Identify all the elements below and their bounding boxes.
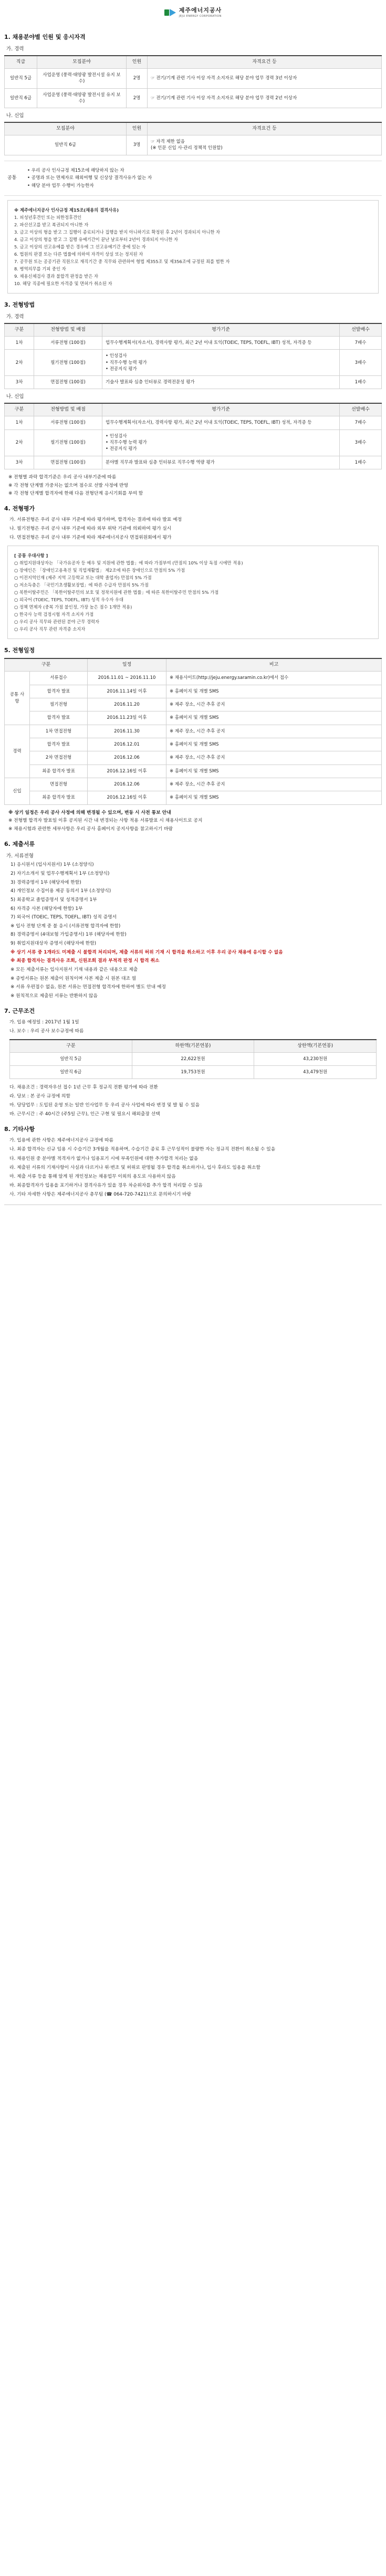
requirement-line: ☞ 자격 제한 없음 [151,139,185,144]
other-item: 라. 제출된 서류의 기재사항이 사실과 다르거나 위·변조 및 허위로 판명될 경우 합격을 취소하거나, 입사 후라도 임용을 취소함 [9,1165,261,1170]
new-positions-table [4,122,382,155]
step-cell: 2차 면접전형 [30,751,88,765]
condition-item: 다. 채용조건 : 경력자우선 접수 1년 근무 후 정규직 전환 평가에 따라 전환 [9,1085,158,1091]
criteria-cell: 업무수행계획서(자소서), 경력사항 평가, 최근 2년 이내 토익(TOEIC, TEPS, TOEFL, IBT) 성적, 자격증 등 [102,416,340,430]
method-cell: 필기전형 (100점) [34,350,102,376]
new-method-table [4,403,382,469]
schedule-note: ※ 상기 일정은 우리 공사 사정에 의해 변경될 수 있으며, 변동 시 사전 통보 안내 [8,810,171,815]
document-note: ※ 원칙적으로 제출된 서류는 반환하지 않음 [11,993,98,999]
bonus-item: ○ 우리 공사 직무 관련 자격증 소지자 [14,626,86,632]
evaluation-paragraph: 나. 필기전형은 우리 공사 내부 기준에 따라 외부 위탁 기관에 의뢰하여 평가 실시 [9,526,172,532]
note-cell: ※ 홈페이지 및 개별 SMS [166,738,382,751]
criteria-cell: • 인성검사 • 직무수행 능력 평가 • 전공지식 평가 [102,430,340,456]
criteria-cell: 업무수행계획서(자소서), 경력사항 평가, 최근 2년 이내 토익(TOEIC, TEPS, TOEFL, IBT) 성적, 자격증 등 [102,336,340,349]
field-cell: 사업운영 (풍력·태양광 발전시설 유지 보수) [37,88,127,108]
table-row [5,376,382,389]
low-pay-cell: 22,622천원 [132,1052,254,1065]
group-label: 신입 [5,778,30,804]
column-header: 선발배수 [340,323,382,337]
column-header: 구분 [5,323,34,337]
note-line: 1. 피성년후견인 또는 피한정후견인 [14,215,82,220]
evaluation-paragraph: 가. 서류전형은 우리 공사 내부 기준에 따라 평가하며, 합격자는 결과에 따라 발표 예정 [9,517,182,523]
condition-item: 나. 보수 : 우리 공사 보수규정에 따름 [9,1029,84,1034]
common-item: • 우리 공사 인사규정 제15조에 해당하지 않는 자 [27,167,124,173]
grade-cell: 일반직 5급 [10,1052,132,1065]
table-row [5,350,382,376]
section-title: 7. 근무조건 [4,1008,35,1015]
method-note: ※ 각 전형 단계별 가중치는 없으며 점수로 선발 사정에 반영 [8,483,128,488]
section-documents [0,840,386,1000]
column-header: 하한액(기본연봉) [132,1040,254,1053]
schedule-note: ※ 전형별 합격자 발표일 이후 공지된 시간 내 변경되는 사항 적용 서류발표 시 채용사이트로 공지 [8,818,203,824]
step-cell: 1차 면접전형 [30,725,88,738]
criteria-cell: 분야별 직무과 발표와 심층 인터뷰로 직무수행 역량 평가 [102,456,340,469]
note-cell: ※ 홈페이지 및 개별 SMS [166,765,382,778]
table-row [5,738,382,751]
section-schedule [0,646,386,832]
note-line: 4. 금고 이상의 형을 받고 그 집행 유예기간이 끝난 날로부터 2년이 경과되지 아니한 자 [14,237,178,243]
column-header: 인원 [127,56,148,69]
bonus-item: ○ 장애인은 「장애인고용촉진 및 직업재활법」 제2조에 따른 장애인으로 만점의 5% 가점 [14,568,185,573]
note-cell: ※ 제주 장소, 시간 추후 공지 [166,725,382,738]
column-header: 구분 [5,658,88,672]
column-header: 전형방법 및 배점 [34,323,102,337]
career-method-table [4,323,382,390]
stage-cell: 3차 [5,456,34,469]
date-cell: 2016.12.16일 이후 [88,765,166,778]
column-header: 구분 [5,403,34,416]
stage-cell: 1차 [5,336,34,349]
table-row [5,430,382,456]
document-item: ※ 입사 전형 단계 중 불 응시 (서류전형 합격자에 한함) [11,923,121,929]
ratio-cell: 3배수 [340,430,382,456]
other-item: 마. 제출 서류 등을 통해 알게 된 개인정보는 채용업무 이외의 용도로 사용하지 않음 [9,1174,176,1179]
document-item: 2) 자기소개서 및 업무수행계획서 1부 (소정양식) [11,871,110,877]
recruitment-notice [0,0,386,1218]
other-item: 사. 기타 자세한 사항은 제주에너지공사 총무팀 (☎ 064-720-7421)으로 문의하시기 바람 [9,1191,192,1197]
logo [164,6,222,18]
sub-title-documents: 가. 서류전형 [6,853,34,859]
table-row [5,336,382,349]
bonus-box [7,546,379,639]
requirement-cell: ☞ 전기/기계 관련 기사 이상 자격 소지자로 해당 분야 업무 경력 2년 이상자 [148,88,382,108]
section-positions [0,33,386,294]
note-line: 7. 공무원 또는 공공기관 직원으로 재직기간 중 직무와 관련하여 형법 제355조 및 제356조에 규정된 죄를 범한 자 [14,259,230,265]
evaluation-paragraph: 다. 면접전형은 우리 공사 내부 기준에 따라 제주에너지공사 면접위원회에서 평가 [9,535,172,541]
document-item: 5) 최종학교 졸업증명서 및 성적증명서 1부 [11,897,97,903]
sub-title-career: 가. 경력 [6,314,24,320]
group-label: 공통 사항 [5,672,30,725]
condition-item: 가. 입용 예정일 : 2017년 1월 1일 [9,1020,79,1025]
date-cell: 2016.11.20 [88,698,166,711]
note-cell: ※ 홈페이지 및 개별 SMS [166,791,382,804]
field-cell: 사업운영 (풍력·태양광 발전시설 유지 보수) [37,68,127,88]
schedule-table [4,658,382,804]
bonus-item: ○ 북한이탈주민은 「북한이탈주민의 보호 및 정착지원에 관한 법률」에 따른 북한이탈주민 만점의 5% 가점 [14,590,219,595]
ratio-cell: 1배수 [340,456,382,469]
note-line: ※ 제주에너지공사 인사규정 제15조(채용의 결격사유) [14,207,119,213]
method-cell: 서류전형 (100점) [34,416,102,430]
column-header: 평가기준 [102,403,340,416]
note-cell: ※ 채용사이트(http://jeju.energy.saramin.co.kr)에서 접수 [166,672,382,685]
method-note: ※ 각 전형 단계별 합격자에 한해 다음 전형단계 응시기회를 부여 함 [8,491,143,497]
step-cell: 필기전형 [30,698,88,711]
column-header: 자격요건 등 [148,122,382,135]
table-row [5,685,382,698]
condition-item: 바. 근무시간 : 주 40시간 (주5일 근무), 인근 구현 및 필요시 해외출장 선택 [9,1112,160,1117]
schedule-note: ※ 채용시험과 관련한 세부사항은 우리 공사 홈페이지 공지사항을 참고하시기 바람 [8,826,173,832]
document-note: ※ 서류 우편접수 없음, 원본 서류는 면접전형 합격자에 한하여 별도 안내 예정 [11,985,166,990]
note-line: 8. 병역의무를 기피 중인 자 [14,266,66,272]
section-title: 8. 기타사항 [4,1126,35,1133]
document-item: 3) 경력증명서 1부 (해당자에 한함) [11,879,81,885]
high-pay-cell: 43,479천원 [254,1065,377,1078]
logo-text-en: JEJU ENERGY CORPORATION [179,14,222,18]
method-cell: 서류전형 (100점) [34,336,102,349]
document-item: 7) 외국어 (TOEIC, TEPS, TOEFL, IBT) 성적 증명서 [11,915,117,920]
note-cell: ※ 제주 장소, 시간 추후 공지 [166,778,382,791]
group-label: 경력 [5,725,30,778]
career-positions-table [4,55,382,108]
date-cell: 2016.12.06 [88,778,166,791]
ratio-cell: 7배수 [340,336,382,349]
column-header: 구분 [10,1040,132,1053]
other-item: 다. 채용인원 중 분야별 적격자가 없거나 임용포기 시에 부족인원에 대한 추가합격 처리는 없음 [9,1156,199,1161]
document-item: 4) 개인정보 수집이용 제공 동의서 1부 (소정양식) [11,888,111,894]
bonus-item: ○ 우리 공사 직무와 관련된 분야 근무 경력자 [14,619,99,625]
section-title: 5. 전형일정 [4,647,35,654]
count-cell: 2명 [127,68,148,88]
method-cell: 면접전형 (100점) [34,376,102,389]
document-item: 6) 자격증 사본 (해당자에 한함) 1부 [11,906,83,912]
bonus-item: ○ 이전지역인재 (제주 지역 고등학교 또는 대학 졸업자) 만점의 5% 가점 [14,575,152,581]
column-header: 인원 [127,122,148,135]
step-cell: 합격자 발표 [30,738,88,751]
note-line: 5. 금고 이상의 선고유예를 받은 경우에 그 선고유예기간 중에 있는 자 [14,244,146,250]
bonus-item: ○ 한국사 능력 검정시험 자격 소지자 가점 [14,612,94,617]
requirement-cell: ☞ 전기/기계 관련 기사 이상 자격 소지자로 해당 분야 업무 경력 3년 이상자 [148,68,382,88]
column-header: 상한액(기본연봉) [254,1040,377,1053]
bonus-item: ○ 정책 면제자 (중복 가점 불인정, 가장 높은 점수 1개만 적용) [14,604,132,610]
date-cell: 2016.11.23일 이후 [88,711,166,725]
step-cell: 최종 합격자 발표 [30,765,88,778]
sub-title-career: 가. 경력 [6,46,24,53]
date-cell: 2016.12.06 [88,751,166,765]
column-header: 모집분야 [37,56,127,69]
column-header: 평가기준 [102,323,340,337]
criteria-cell: • 인성검사 • 직무수행 능력 평가 • 전공지식 평가 [102,350,340,376]
section-title: 4. 전형평가 [4,505,35,512]
step-cell: 최종 합격자 발표 [30,791,88,804]
section-conditions [0,1007,386,1118]
step-cell: 합격자 발표 [30,711,88,725]
table-row [10,1052,377,1065]
column-header: 비고 [166,658,382,672]
date-cell: 2016.11.01 ~ 2016.11.10 [88,672,166,685]
requirement-line: (※ 인문 신입 사·관리 정책적 인원할) [151,145,223,151]
common-requirements [4,161,382,196]
common-item: • 공명과 또는 면제자로 해외여행 및 신상상 결격사유가 없는 자 [27,175,152,181]
count-cell: 2명 [127,88,148,108]
table-row [5,711,382,725]
table-row [5,725,382,738]
table-row [5,778,382,791]
column-header: 일정 [88,658,166,672]
document-note: ※ 모든 제출서류는 입사지원서 기재 내용과 같은 내용으로 제출 [11,967,138,972]
table-row [5,791,382,804]
table-row [5,68,382,88]
column-header: 직급 [5,56,37,69]
date-cell: 2016.12.16일 이후 [88,791,166,804]
other-item: 나. 최종 합격자는 신규 임용 시 수습기간 3개월을 적용하며, 수습기간 종료 후 근무성적이 불량한 자는 정규직 전환이 취소될 수 있음 [9,1147,276,1153]
bonus-title: [ 공통 우대사항 ] [14,553,48,559]
warning-note: ※ 상기 서류 중 1개라도 미제출 시 불합격 처리되며, 제출 서류의 허위 기재 시 합격을 취소하고 이후 우리 공사 채용에 응시할 수 없음 [11,949,283,955]
table-row [5,765,382,778]
table-row [5,456,382,469]
bonus-item: ○ 취업지원대상자는 「국가유공자 등 예우 및 지원에 관한 법률」에 따라 가점부여 (만점의 10% 이상 독점 시에만 적용) [14,560,243,566]
step-cell: 합격자 발표 [30,685,88,698]
document-note: ※ 증빙서류는 원본 제출이 원칙이며 사본 제출 시 원본 대조 필 [11,976,137,981]
warning-note: ※ 최종 합격자는 결격사유 조회, 신원조회 결과 부적격 판정 시 합격 취소 [11,958,160,964]
note-line: 9. 채용신체검사 결과 불합격 판정을 받은 자 [14,274,98,279]
document-item: 9) 취업지원대상자 증명서 (해당자에 한함) [11,941,97,947]
disqualification-notes [7,200,379,294]
condition-item: 마. 당당업무 : 도입된 운영 또는 일반 인사업무 등 우리 공사 사업에 따라 변경 및 발 될 수 있음 [9,1103,200,1108]
note-cell: ※ 제주 장소, 시간 추후 공지 [166,698,382,711]
bonus-item: ○ 외국어 (TOEIC, TEPS, TOEFL, IBT) 성적 우수자 우대 [14,597,123,603]
grade-cell: 일반직 6급 [5,88,37,108]
date-cell: 2016.11.30 [88,725,166,738]
common-label: 공통 [7,175,17,181]
other-item: 가. 입용에 관한 사항은 제주에너지공사 규정에 따름 [9,1138,114,1144]
column-header: 자격요건 등 [148,56,382,69]
section-title: 1. 채용분야별 인원 및 응시자격 [4,34,86,41]
column-header: 선발배수 [340,403,382,416]
method-cell: 면접전형 (100점) [34,456,102,469]
condition-item: 라. 당보 : 본 공사 규정에 의함 [9,1094,71,1099]
date-cell: 2016.12.01 [88,738,166,751]
logo-text-ko: 제주에너지공사 [179,7,222,14]
table-row [5,751,382,765]
grade-cell: 일반직 5급 [5,68,37,88]
other-item: 바. 최종합격자가 입용을 포기하거나 결격사유가 있을 경우 차순위자를 추가 합격 처리할 수 있음 [9,1182,203,1188]
section-selection-method [0,301,386,497]
stage-cell: 2차 [5,430,34,456]
section-evaluation [0,505,386,639]
section-title: 3. 전형방법 [4,301,35,309]
step-cell: 면접전형 [30,778,88,791]
header [0,0,386,26]
ratio-cell: 1배수 [340,376,382,389]
low-pay-cell: 19,753천원 [132,1065,254,1078]
field-cell: 일반직 6급 [5,135,127,155]
logo-mark-icon [164,8,176,17]
step-cell: 서류접수 [30,672,88,685]
method-cell: 필기전형 (100점) [34,430,102,456]
stage-cell: 2차 [5,350,34,376]
date-cell: 2016.11.14일 이후 [88,685,166,698]
note-line: 2. 파산선고를 받고 복권되지 아니한 자 [14,222,89,228]
sub-title-new: 나. 신입 [6,113,24,119]
stage-cell: 1차 [5,416,34,430]
table-row [5,698,382,711]
salary-table [9,1039,377,1080]
column-header: 모집분야 [5,122,127,135]
table-row [5,88,382,108]
column-header: 전형방법 및 배점 [34,403,102,416]
criteria-cell: 기술사 발표와 심층 인터뷰로 경력전문성 평가 [102,376,340,389]
method-note: ※ 전형별 과락 합격기준은 우리 공사 내부기준에 따름 [8,474,117,480]
ratio-cell: 3배수 [340,350,382,376]
table-row [5,672,382,685]
note-line: 3. 금고 이상의 형을 받고 그 집행이 종료되거나 집행을 받지 아니하기로 확정된 후 2년이 경과되지 아니한 자 [14,229,221,235]
note-cell: ※ 제주 장소, 시간 추후 공지 [166,751,382,765]
table-row [5,135,382,155]
table-row [5,416,382,430]
stage-cell: 3차 [5,376,34,389]
document-item: 8) 경력증명서 (4대보험 가입증명서) 1부 (해당자에 한함) [11,932,127,938]
document-item: 1) 응시원서 (입사지원서) 1부 (소정양식) [11,862,94,868]
note-line: 6. 법원의 판결 또는 다른 법률에 의하여 자격이 상실 또는 정지된 자 [14,252,143,257]
section-title: 6. 제출서류 [4,840,35,847]
ratio-cell: 7배수 [340,416,382,430]
common-item: • 해당 분야 업무 수행이 가능한자 [27,183,94,189]
section-other [0,1125,386,1205]
grade-cell: 일반직 6급 [10,1065,132,1078]
count-cell: 3명 [127,135,148,155]
requirement-cell [148,135,382,155]
bonus-item: ○ 저소득층은 「국민기초생활보장법」에 따른 수급자 만점의 5% 가점 [14,582,149,588]
table-row [10,1065,377,1078]
note-cell: ※ 홈페이지 및 개별 SMS [166,685,382,698]
sub-title-new: 나. 신입 [6,394,24,400]
high-pay-cell: 43,230천원 [254,1052,377,1065]
note-cell: ※ 홈페이지 및 개별 SMS [166,711,382,725]
note-line: 10. 해당 직종에 필요한 자격증 및 면허가 취소된 자 [14,281,112,287]
